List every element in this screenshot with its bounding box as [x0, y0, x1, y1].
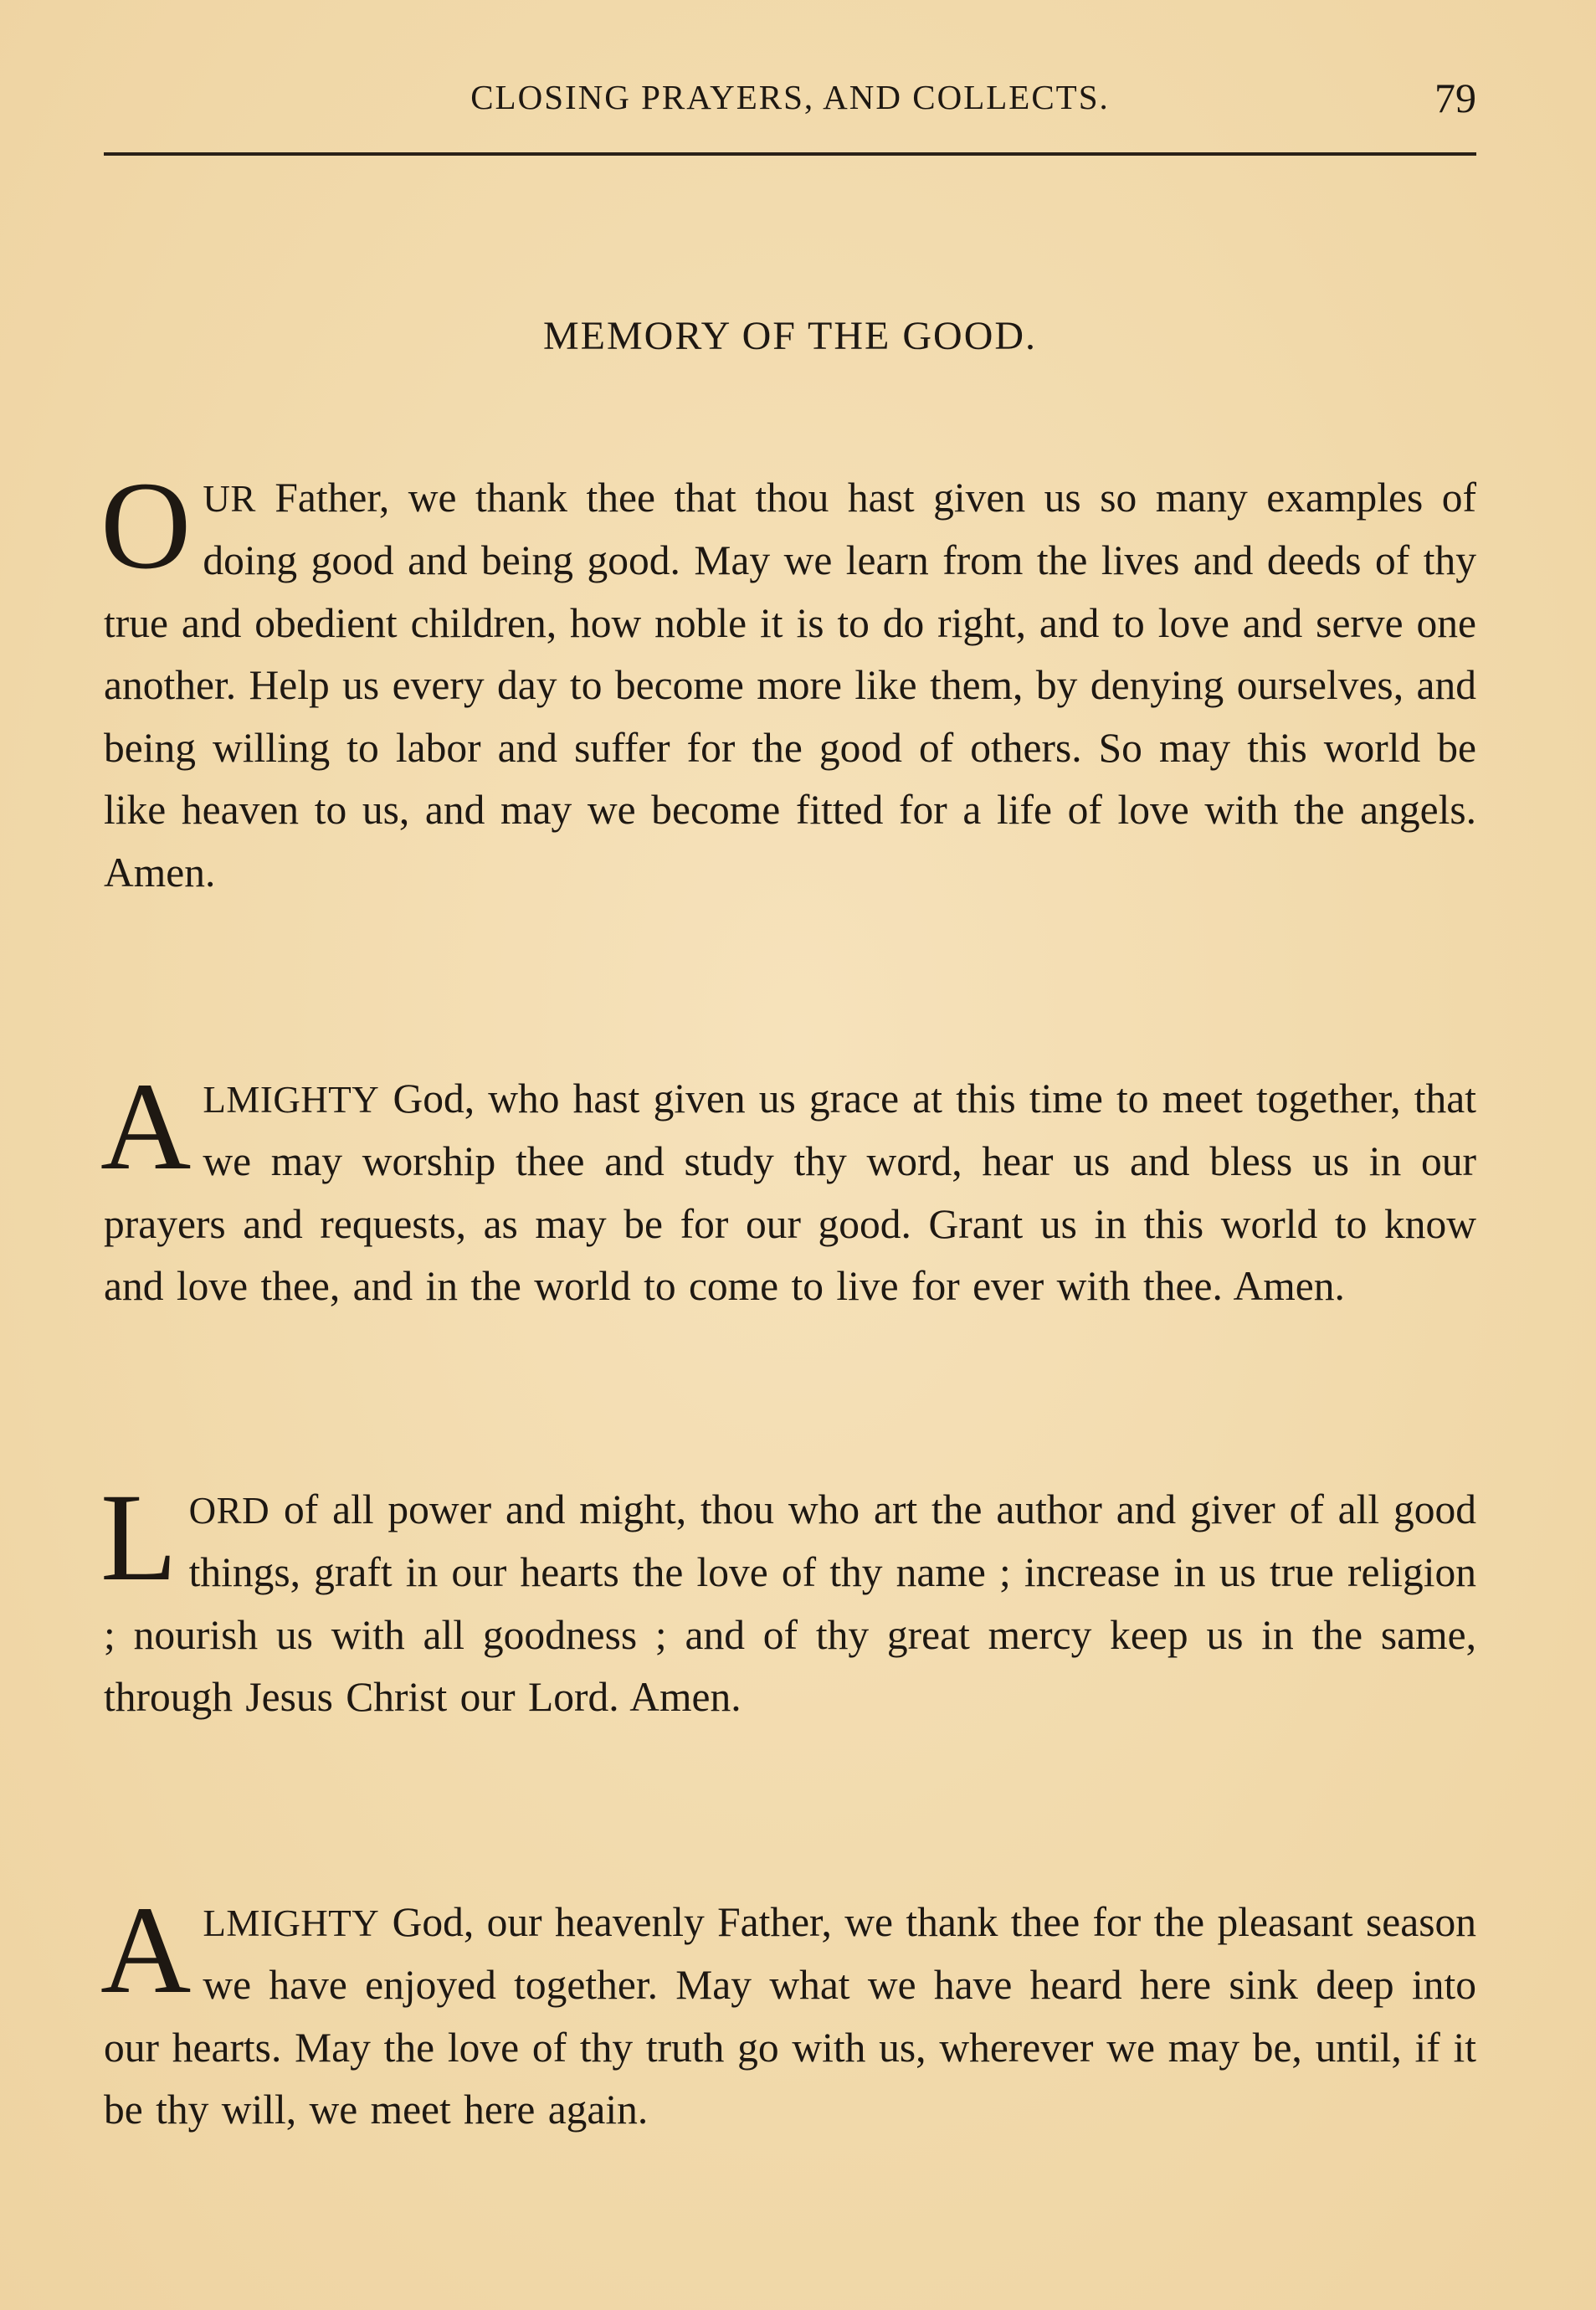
drop-cap: O: [100, 455, 192, 595]
paragraph-text: God, our heavenly Father, we thank thee for the pleasant season we have enjoyed together. May what we have heard here sink deep into our hearts. May the love of thy truth go with us, wherever we may be, until, if it be thy will, we meet here again.: [104, 1898, 1477, 2133]
small-caps-lead: LMIGHTY: [203, 1902, 380, 1944]
header-rule: [104, 152, 1476, 156]
prayer-paragraph-4: [100, 1880, 1477, 2142]
running-title: CLOSING PRAYERS, AND COLLECTS.: [470, 78, 1110, 116]
drop-cap: A: [100, 1880, 192, 2020]
small-caps-lead: UR: [203, 477, 256, 520]
page-number: 79: [1434, 74, 1476, 121]
paragraph-text: Father, we thank thee that thou hast given us so many examples of doing good and being good. May we learn from the lives and deeds of thy true and obedient children, how noble it is to do right, and to love and serve one another. Help us every day to become more like them, by denying ourselves, and being willing to labor and suffer for the good of others. So may this world be like heaven to us, and may we become fitted for a life of love with the angels. Amen.: [104, 474, 1476, 896]
small-caps-lead: LMIGHTY: [203, 1078, 380, 1121]
section-title: MEMORY OF THE GOOD.: [542, 314, 1038, 358]
drop-cap: L: [100, 1467, 177, 1607]
prayer-paragraph-2: [100, 1056, 1476, 1318]
prayer-paragraph-3: [100, 1467, 1476, 1729]
running-head: [104, 74, 1476, 127]
book-page: [100, 0, 1477, 2310]
small-caps-lead: ORD: [188, 1489, 270, 1532]
drop-cap: A: [100, 1056, 192, 1196]
paragraph-text: of all power and might, thou who art the author and giver of all good things, graft in our hearts the love of thy name ; increase in us true religion ; nourish us with all goodness ; and of thy great mercy keep us in the same, through Jesus Christ our Lord. Amen.: [104, 1486, 1476, 1720]
prayer-paragraph-1: [100, 455, 1476, 905]
paragraph-text: God, who hast given us grace at this time to meet together, that we may worship thee and study thy word, hear us and bless us in our prayers and requests, as may be for our good. Grant us in this world to know and love thee, and in the world to come to live for ever with thee. Amen.: [104, 1075, 1476, 1309]
